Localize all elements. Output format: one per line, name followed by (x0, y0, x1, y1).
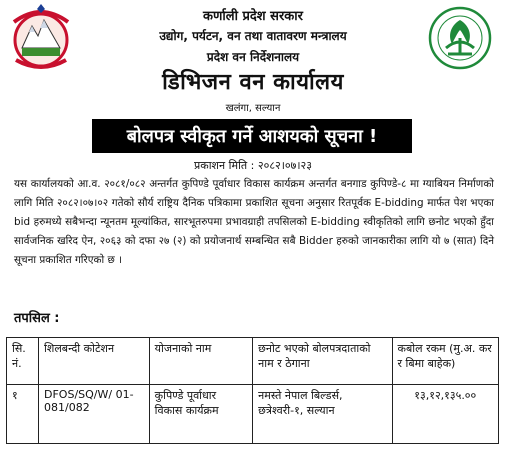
directorate-name: प्रदेश वन निर्देशनालय (206, 50, 300, 64)
column-header-serial: सि. नं. (7, 338, 39, 385)
ministry-name: उद्योग, पर्यटन, वन तथा वातावरण मन्त्रालय (159, 29, 347, 43)
bid-details-table (6, 337, 499, 444)
details-label: तपसिल : (14, 311, 60, 326)
column-header-project: योजनाको नाम (149, 338, 253, 385)
cell-project: कुपिण्डे पूर्वाधार विकास कार्यक्रम (149, 385, 253, 444)
cell-bidder: नमस्ते नेपाल बिल्डर्स, छत्रेश्वरी-१, सल्यान (253, 385, 392, 444)
column-header-bidder: छनोट भएको बोलपत्रदाताको नाम र ठेगाना (253, 338, 392, 385)
government-name: कर्णाली प्रदेश सरकार (203, 9, 303, 24)
notice-body: यस कार्यालयको आ.व. २०८१/०८२ अन्तर्गत कुपिण्डे पूर्वाधार विकास कार्यक्रम अन्तर्गत बनगाड कुपिण्डे-८ मा ग्याबियन निर्माणको लागि मिति २०८२।०७।०२ गतेको सौर्य राष्ट्रिय दैनिक पत्रिकामा प्रकाशित सूचना अनुसार रितपूर्वक E-bidding मार्फत पेश भएका bid हरुमध्ये सबैभन्दा न्यूनतम मूल्यांकित, सारभूतरुपमा प्रभावग्राही तपसिलको E-bidding स्वीकृतिको लागि छनोट भएको हुँदा सार्वजनिक खरिद ऐन, २०६३ को दफा २७ (२) को प्रयोजनार्थ सम्बन्धित सबै Bidder हरुको जानकारीका लागि यो ७ (सात) दिने सूचना प्रकाशित गरिएको छ । (14, 178, 494, 266)
cell-quotation: DFOS/SQ/W/ 01-081/082 (39, 385, 150, 444)
column-header-amount: कबोल रकम (मु.अ. कर र बिमा बाहेक) (392, 338, 498, 385)
office-location: खलंगा, सल्यान (225, 103, 281, 114)
table-header-row (7, 338, 499, 385)
column-header-quotation: शिलबन्दी कोटेशन (39, 338, 150, 385)
cell-serial: १ (7, 385, 39, 444)
notice-title-banner: बोलपत्र स्वीकृत गर्ने आशयको सूचना ! (92, 119, 412, 153)
office-title: डिभिजन वन कार्यालय (162, 70, 344, 95)
table-row (7, 385, 499, 444)
published-date: प्रकाशन मिति : २०८२।०७।२३ (194, 159, 312, 172)
cell-amount: १३,१२,१३५.०० (392, 385, 498, 444)
